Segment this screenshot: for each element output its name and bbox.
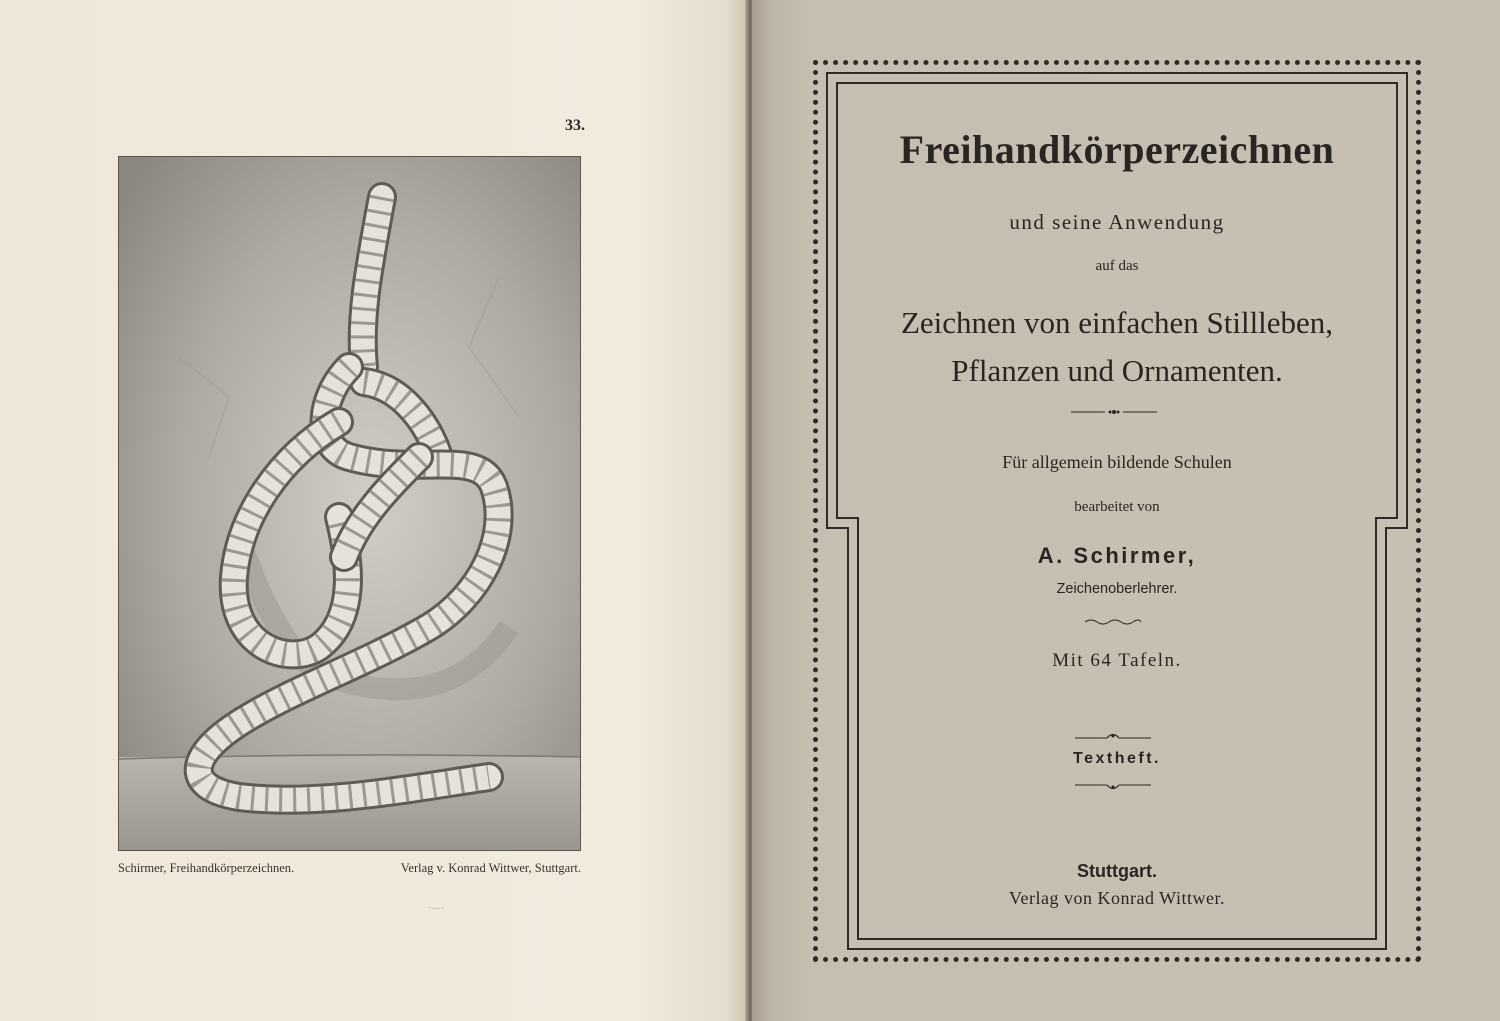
publication-city: Stuttgart. [1077, 861, 1157, 881]
subtitle-line-2: auf das [1095, 258, 1139, 274]
edited-by-line: bearbeitet von [1074, 499, 1160, 515]
main-subject-line-1: Zeichnen von einfachen Stillleben, [900, 305, 1334, 340]
subtitle-line-1: und seine Anwendung [1009, 210, 1225, 234]
volume-label: Textheft. [1073, 750, 1161, 767]
plate-caption-publisher: Verlag v. Konrad Wittwer, Stuttgart. [400, 861, 581, 875]
ornament-divider-icon [1067, 405, 1161, 419]
audience-line: Für allgemein bildende Schulen [1002, 452, 1232, 472]
publisher-line: Verlag von Konrad Wittwer. [1009, 888, 1225, 908]
scroll-divider-bottom-icon [1073, 780, 1153, 792]
book-title: Freihandkörperzeichnen [899, 127, 1335, 172]
main-subject-line-2: Pflanzen und Ornamenten. [951, 353, 1283, 388]
left-page [0, 0, 748, 1021]
plate-caption-author: Schirmer, Freihandkörperzeichnen. [118, 861, 295, 875]
wavy-divider-icon [1083, 617, 1143, 627]
plate-illustration [118, 156, 581, 851]
scroll-divider-top-icon [1073, 731, 1153, 743]
author-name: A. Schirmer, [1037, 543, 1197, 568]
plate-number: 33. [565, 117, 585, 134]
author-role: Zeichenoberlehrer. [1056, 581, 1178, 597]
paper-mark: ·—· [428, 903, 445, 914]
plates-count: Mit 64 Tafeln. [1052, 650, 1182, 671]
rope-knot-drawing-icon [119, 157, 580, 850]
